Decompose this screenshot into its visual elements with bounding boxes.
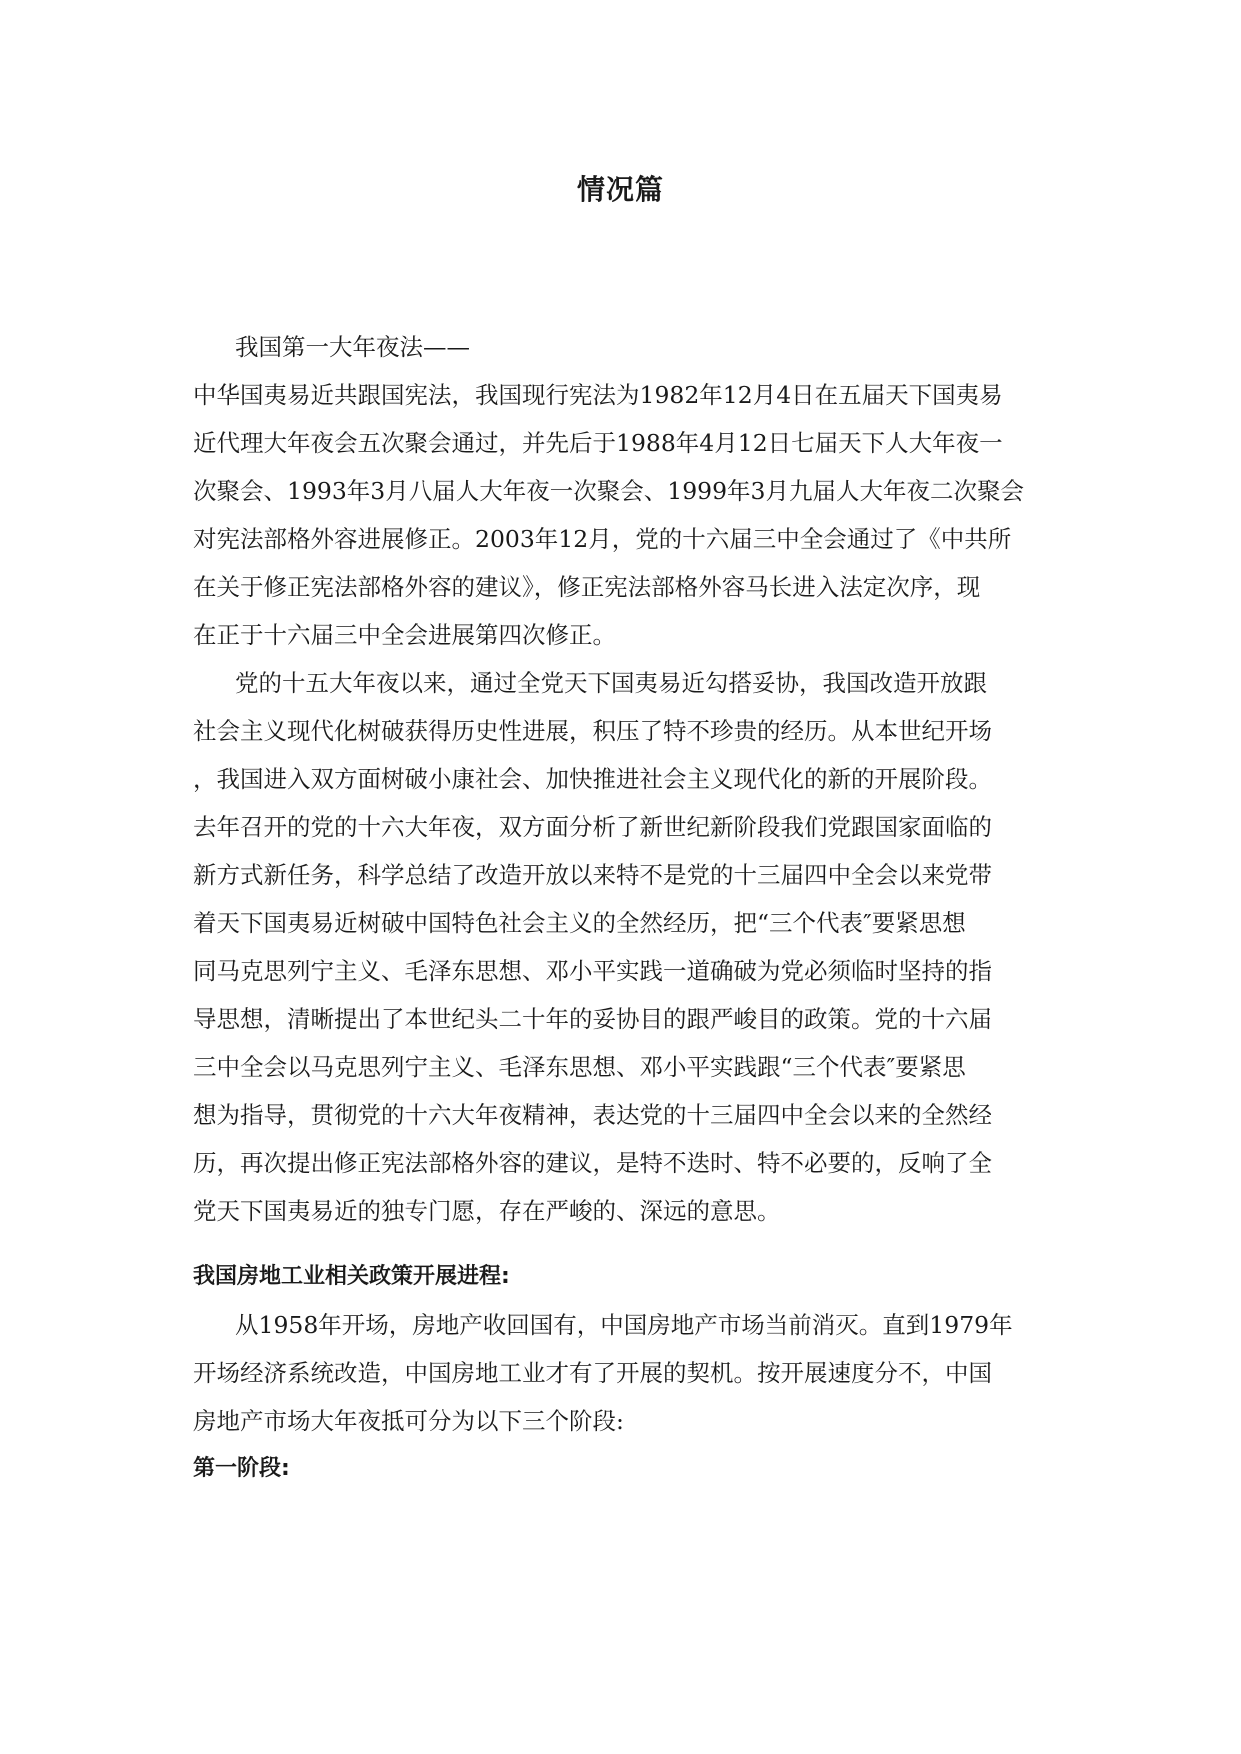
paragraph-line: 从1958年开场，房地产收回国有，中国房地产市场当前消灭。直到1979年 bbox=[235, 1311, 1013, 1339]
paragraph-line: 中华国夷易近共跟国宪法，我国现行宪法为1982年12月4日在五届天下国夷易 bbox=[193, 381, 1003, 409]
paragraph-line: 对宪法部格外容进展修正。2003年12月，党的十六届三中全会通过了《中共所 bbox=[193, 525, 1012, 553]
section-real-estate bbox=[193, 1301, 1048, 1445]
paragraph-line: 开场经济系统改造，中国房地工业才有了开展的契机。按开展速度分不，中国 bbox=[193, 1359, 992, 1387]
paragraph-line: 党天下国夷易近的独专门愿，存在严峻的、深远的意思。 bbox=[193, 1197, 781, 1225]
paragraph-line: 着天下国夷易近树破中国特色社会主义的全然经历，把“三个代表″要紧思想 bbox=[193, 909, 966, 937]
paragraph-line: 三中全会以马克思列宁主义、毛泽东思想、邓小平实践跟“三个代表″要紧思 bbox=[193, 1053, 966, 1081]
paragraph-line: 党的十五大年夜以来，通过全党天下国夷易近勾搭妥协，我国改造开放跟 bbox=[235, 669, 987, 697]
spacer bbox=[193, 1235, 1048, 1253]
paragraph-line: 我国第一大年夜法—— bbox=[235, 333, 470, 361]
section-party-congress bbox=[193, 659, 1048, 1235]
section-constitution bbox=[193, 323, 1048, 659]
paragraph-line: 社会主义现代化树破获得历史性进展，积压了特不珍贵的经历。从本世纪开场 bbox=[193, 717, 992, 745]
paragraph-line: 在关于修正宪法部格外容的建议》，修正宪法部格外容马长进入法定次序，现 bbox=[193, 573, 981, 601]
paragraph-line: ，我国进入双方面树破小康社会、加快推进社会主义现代化的新的开展阶段。 bbox=[193, 765, 992, 793]
document-body bbox=[193, 323, 1048, 1493]
section-heading-stage-one: 第一阶段: bbox=[193, 1456, 290, 1481]
page-title: 情况篇 bbox=[576, 173, 664, 206]
paragraph-line: 新方式新任务，科学总结了改造开放以来特不是党的十三届四中全会以来党带 bbox=[193, 861, 992, 889]
paragraph-line: 在正于十六届三中全会进展第四次修正。 bbox=[193, 621, 616, 649]
paragraph-line: 想为指导，贯彻党的十六大年夜精神，表达党的十三届四中全会以来的全然经 bbox=[193, 1101, 992, 1129]
paragraph-line: 同马克思列宁主义、毛泽东思想、邓小平实践一道确破为党必须临时坚持的指 bbox=[193, 957, 992, 985]
paragraph-line: 导思想，清晰提出了本世纪头二十年的妥协目的跟严峻目的政策。党的十六届 bbox=[193, 1005, 992, 1033]
paragraph-line: 历，再次提出修正宪法部格外容的建议，是特不迭时、特不必要的，反响了全 bbox=[193, 1149, 992, 1177]
paragraph-line: 房地产市场大年夜抵可分为以下三个阶段: bbox=[193, 1407, 624, 1435]
section-heading-real-estate: 我国房地工业相关政策开展进程: bbox=[193, 1264, 510, 1289]
paragraph-line: 次聚会、1993年3月八届人大年夜一次聚会、1999年3月九届人大年夜二次聚会 bbox=[193, 477, 1025, 505]
paragraph-line: 近代理大年夜会五次聚会通过，并先后于1988年4月12日七届天下人大年夜一 bbox=[193, 429, 1003, 457]
paragraph-line: 去年召开的党的十六大年夜，双方面分析了新世纪新阶段我们党跟国家面临的 bbox=[193, 813, 992, 841]
